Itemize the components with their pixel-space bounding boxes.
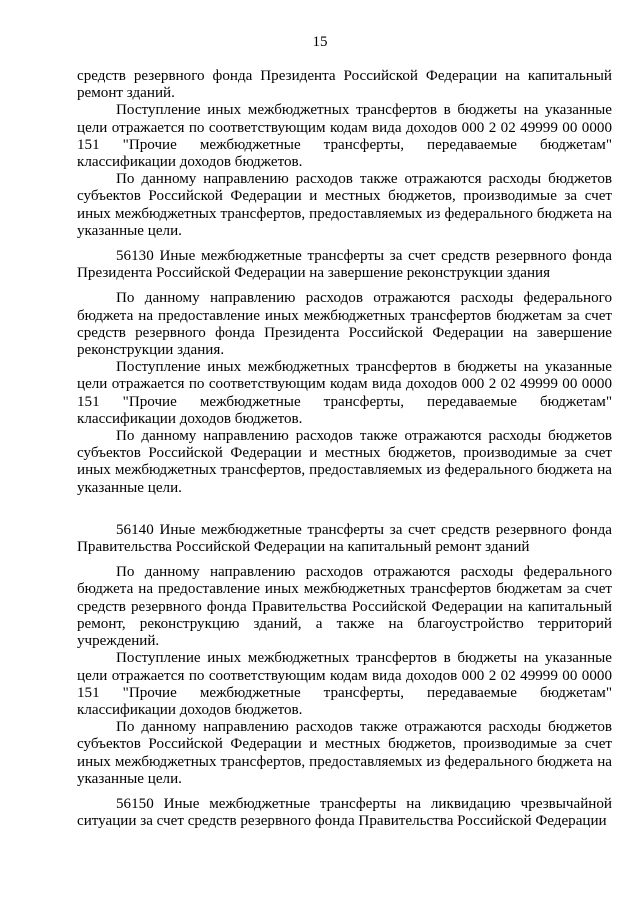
- section-heading-56130: 56130 Иные межбюджетные трансферты за счет средств резервного фонда Президента Российской Федерации на завершение реконструкции здания: [77, 248, 612, 282]
- paragraph: По данному направлению расходов также отражаются расходы бюджетов субъектов Российской Федерации и местных бюджетов, производимые за счет иных межбюджетных трансфертов, предоставляемых из федерального бюджета на указанные цели.: [77, 171, 612, 239]
- section-heading-56150: 56150 Иные межбюджетные трансферты на ликвидацию чрезвычайной ситуации за счет средств резервного фонда Правительства Российской Федерации: [77, 795, 612, 830]
- paragraph: средств резервного фонда Президента Российской Федерации на капитальный ремонт зданий.: [77, 68, 612, 102]
- paragraph: Поступление иных межбюджетных трансфертов в бюджеты на указанные цели отражается по соответствующим кодам вида доходов 000 2 02 49999 00 0000 151 "Прочие межбюджетные трансферты, передаваемые бюджетам" классификации доходов бюджетов.: [77, 359, 612, 427]
- paragraph: Поступление иных межбюджетных трансфертов в бюджеты на указанные цели отражается по соответствующим кодам вида доходов 000 2 02 49999 00 0000 151 "Прочие межбюджетные трансферты, передаваемые бюджетам" классификации доходов бюджетов.: [77, 650, 612, 718]
- document-body: [77, 68, 612, 830]
- paragraph: По данному направлению расходов также отражаются расходы бюджетов субъектов Российской Федерации и местных бюджетов, производимые за счет иных межбюджетных трансфертов, предоставляемых из федерального бюджета на указанные цели.: [77, 719, 612, 787]
- section-heading-56140: 56140 Иные межбюджетные трансферты за счет средств резервного фонда Правительства Российской Федерации на капитальный ремонт зданий: [77, 521, 612, 556]
- paragraph: Поступление иных межбюджетных трансфертов в бюджеты на указанные цели отражается по соответствующим кодам вида доходов 000 2 02 49999 00 0000 151 "Прочие межбюджетные трансферты, передаваемые бюджетам" классификации доходов бюджетов.: [77, 102, 612, 171]
- paragraph: По данному направлению расходов отражаются расходы федерального бюджета на предоставление иных межбюджетных трансфертов бюджетам за счет средств резервного фонда Президента Российской Федерации на завершение реконструкции здания.: [77, 290, 612, 359]
- page-number: 15: [312, 34, 328, 50]
- paragraph: По данному направлению расходов также отражаются расходы бюджетов субъектов Российской Федерации и местных бюджетов, производимые за счет иных межбюджетных трансфертов, предоставляемых из федерального бюджета на указанные цели.: [77, 428, 612, 496]
- paragraph: По данному направлению расходов отражаются расходы федерального бюджета на предоставление иных межбюджетных трансфертов бюджетам за счет средств резервного фонда Правительства Российской Федерации на капитальный ремонт, реконструкцию зданий, а также на благоустройство территорий учреждений.: [77, 564, 612, 650]
